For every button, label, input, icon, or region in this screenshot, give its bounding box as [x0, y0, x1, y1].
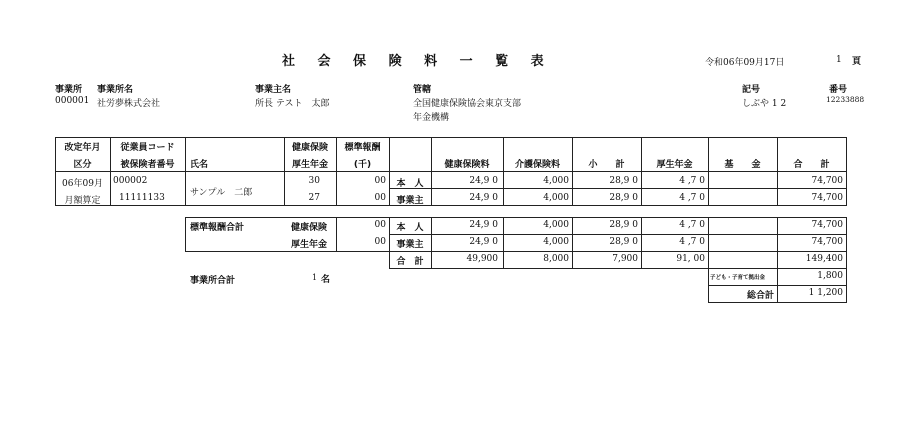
row-label: 事業主 [396, 196, 424, 206]
subtotal: 28,9 0 [609, 193, 638, 203]
health-premium: 24,9 0 [469, 193, 498, 203]
employee-code: 000002 [113, 176, 148, 186]
employee-category: 月額算定 [64, 196, 101, 206]
office-total-count: 1 [312, 273, 318, 282]
health-premium: 24,9 0 [469, 220, 498, 230]
office-total-unit: 名 [321, 275, 331, 285]
page-title: 社 会 保 険 料 一 覧 表 [282, 54, 553, 69]
grand-total-value: 1 1,200 [808, 288, 843, 298]
pension-premium: 4 ,7 0 [679, 176, 705, 186]
total: 74,700 [811, 220, 843, 230]
row-label: 合 計 [396, 257, 424, 267]
col-pension-header: 厚生年金 [656, 160, 693, 170]
col-category-header: 区分 [73, 160, 92, 170]
pension-premium: 4 ,7 0 [679, 193, 705, 203]
number-value: 12233888 [826, 95, 865, 104]
employee-std-unit-1: 00 [374, 176, 386, 186]
office-name-label: 事業所名 [97, 85, 134, 95]
office-total-label: 事業所合計 [190, 276, 236, 286]
col-health-premium-header: 健康保険料 [444, 160, 490, 170]
summary-health-label: 健康保険 [291, 223, 328, 233]
col-revision-header: 改定年月 [64, 143, 101, 153]
jurisdiction-value-2: 年金機構 [413, 113, 450, 123]
page-unit: 頁 [852, 57, 862, 67]
total: 149,400 [805, 254, 843, 264]
col-care-premium-header: 介護保険料 [514, 160, 560, 170]
subtotal: 28,9 0 [609, 237, 638, 247]
grand-total-label: 総合計 [746, 291, 774, 301]
health-premium: 49,900 [466, 254, 498, 264]
pension-premium: 91, 00 [676, 254, 705, 264]
number-label: 番号 [829, 85, 848, 95]
office-no-value: 000001 [55, 96, 90, 106]
col-name-header: 氏名 [190, 160, 209, 170]
col-pension-ins-header: 厚生年金 [291, 160, 328, 170]
employee-insured-no: 11111133 [119, 193, 165, 203]
employee-health-std: 30 [308, 176, 320, 186]
summary-std-unit-1: 00 [374, 220, 386, 230]
subtotal: 28,9 0 [609, 176, 638, 186]
care-premium: 8,000 [543, 254, 569, 264]
office-name-value: 社労夢株式会社 [97, 99, 161, 109]
symbol-label: 記号 [742, 85, 761, 95]
child-contribution-value: 1,800 [817, 271, 843, 281]
pension-premium: 4 ,7 0 [679, 237, 705, 247]
care-premium: 4,000 [543, 176, 569, 186]
pension-premium: 4 ,7 0 [679, 220, 705, 230]
care-premium: 4,000 [543, 220, 569, 230]
print-date: 令和06年09月17日 [705, 58, 785, 68]
col-fund-header: 基 金 [724, 160, 761, 170]
summary-std-unit-2: 00 [374, 237, 386, 247]
office-no-label: 事業所 [55, 85, 83, 95]
page-number: 1 [836, 55, 842, 65]
subtotal: 28,9 0 [609, 220, 638, 230]
health-premium: 24,9 0 [469, 176, 498, 186]
care-premium: 4,000 [543, 193, 569, 203]
owner-label: 事業主名 [255, 85, 292, 95]
row-label: 本 人 [396, 179, 424, 189]
care-premium: 4,000 [543, 237, 569, 247]
summary-pension-label: 厚生年金 [291, 240, 328, 250]
col-std-header: 標準報酬 [344, 143, 381, 153]
employee-name: サンプル 二郎 [190, 188, 253, 198]
col-insured-no-header: 被保険者番号 [120, 160, 175, 170]
jurisdiction-value-1: 全国健康保険協会東京支部 [413, 99, 522, 109]
employee-revision: 06年09月 [62, 179, 103, 189]
subtotal: 7,900 [612, 254, 638, 264]
total: 74,700 [811, 237, 843, 247]
summary-label: 標準報酬合計 [190, 223, 245, 233]
row-label: 本 人 [396, 223, 424, 233]
health-premium: 24,9 0 [469, 237, 498, 247]
col-subtotal-header: 小 計 [588, 160, 625, 170]
employee-std-unit-2: 00 [374, 193, 386, 203]
col-total-header: 合 計 [793, 160, 830, 170]
total: 74,700 [811, 193, 843, 203]
child-contribution-label: 子ども・子育て拠出金 [710, 275, 766, 281]
col-std-unit-header: (千) [353, 160, 372, 170]
total: 74,700 [811, 176, 843, 186]
symbol-value: しぶや 1 2 [742, 99, 787, 109]
owner-value: 所長 テスト 太郎 [255, 99, 330, 109]
col-health-ins-header: 健康保険 [291, 143, 328, 153]
jurisdiction-label: 管轄 [413, 85, 432, 95]
col-emp-code-header: 従業員コード [120, 143, 175, 153]
employee-pension-std: 27 [308, 193, 320, 203]
row-label: 事業主 [396, 240, 424, 250]
